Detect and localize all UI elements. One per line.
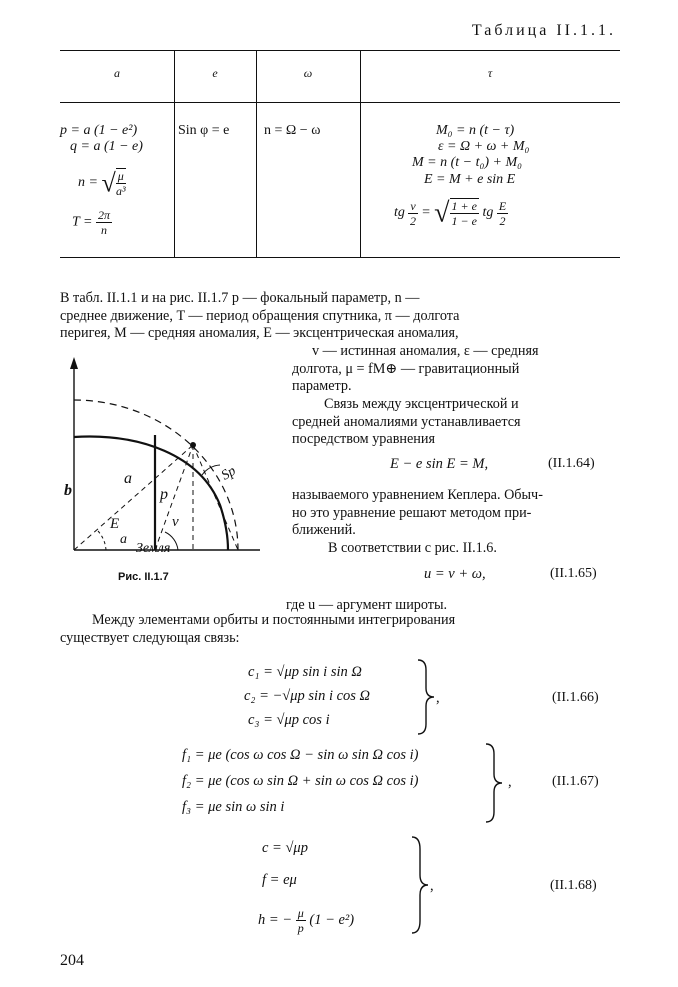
formula-q: q = a (1 − e) xyxy=(70,139,143,154)
2pi-over-n xyxy=(96,208,112,237)
E-num: E xyxy=(498,198,507,213)
equation-number: (II.1.68) xyxy=(550,878,597,893)
two-pi: 2π xyxy=(97,208,110,222)
header-a: a xyxy=(114,66,120,80)
n-den: n xyxy=(100,223,107,237)
paragraph-constants xyxy=(60,612,620,647)
text-line: называемого уравнением Кеплера. Обыч- xyxy=(292,487,543,503)
tg-right: tg xyxy=(482,205,494,221)
text-line: средней аномалиями устанавливается xyxy=(292,413,521,430)
paragraph-relation xyxy=(292,396,620,449)
sqrt-sign: √ xyxy=(101,168,116,198)
one-minus-e: 1 − e xyxy=(451,214,477,228)
equation-number: (II.1.66) xyxy=(552,690,599,705)
formula-eps: ε = Ω + ω + M₀ xyxy=(438,139,530,154)
equation-number: (II.1.65) xyxy=(550,566,597,581)
label-Sp: Sp xyxy=(218,463,239,484)
brace-icon xyxy=(416,658,438,736)
text-line: перигея, M — средняя аномалия, E — эксцентрическая аномалия, xyxy=(60,325,459,342)
equation-f: f = eμ xyxy=(262,872,297,888)
paragraph-latitude: где u — аргумент широты. xyxy=(286,597,448,613)
equation-line: f₃ = μe sin ω sin i xyxy=(182,799,285,815)
equals: = xyxy=(421,205,431,221)
table-header-rule xyxy=(60,102,620,103)
text-line: но это уравнение решают методом при- xyxy=(292,504,532,521)
equation-h xyxy=(258,906,354,935)
T-lhs: T = xyxy=(72,214,93,230)
header-tau: τ xyxy=(487,66,493,80)
comma: , xyxy=(430,878,434,894)
equation-u: u = v + ω, xyxy=(424,566,486,582)
formula-n xyxy=(78,168,126,198)
text-line: долгота, μ = fM⊕ — гравитационный xyxy=(292,360,520,377)
text-line: существует следующая связь: xyxy=(60,629,240,646)
header-omega: ω xyxy=(303,66,313,80)
equation-f-system xyxy=(182,742,418,820)
one-plus-e: 1 + e xyxy=(451,199,477,213)
paragraph-definitions xyxy=(60,290,620,343)
formula-tg xyxy=(394,198,508,228)
table-col-divider xyxy=(360,50,361,257)
text-line: v — истинная аномалия, ε — средняя xyxy=(312,343,539,359)
two-den: 2 xyxy=(410,213,417,228)
table-col-divider xyxy=(174,50,175,257)
label-a-axis: a xyxy=(120,532,127,547)
text-line: Связь между эксцентрической и xyxy=(324,396,519,412)
figure-caption: Рис. II.1.7 xyxy=(118,571,169,583)
ecc-ratio xyxy=(450,198,479,228)
orbit-figure xyxy=(60,355,280,570)
paragraph-kepler xyxy=(292,487,620,540)
paragraph-definitions-cont xyxy=(270,343,620,396)
mu-over-p xyxy=(296,906,306,935)
formula-M0: M₀ = n (t − τ) xyxy=(436,123,515,138)
text-line: ближений. xyxy=(292,522,356,539)
formula-pi: n = Ω − ω xyxy=(264,123,321,138)
comma: , xyxy=(508,774,512,790)
n-lhs: n = xyxy=(78,175,98,191)
h-lhs: h = − xyxy=(258,911,293,928)
equation-c: c = √μp xyxy=(262,840,308,856)
page-number: 204 xyxy=(60,952,84,969)
comma: , xyxy=(436,690,440,706)
text-line: В табл. II.1.1 и на рис. II.1.7 p — фокальный параметр, n — xyxy=(60,290,420,306)
formula-E: E = M + e sin E xyxy=(424,172,516,187)
text-line: Между элементами орбиты и постоянными интегрирования xyxy=(92,612,456,628)
equation-line: f₁ = μe (cos ω cos Ω − sin ω sin Ω cos i) xyxy=(182,747,419,763)
label-E: E xyxy=(110,516,120,532)
table-bottom-rule xyxy=(60,257,620,258)
table-col-divider xyxy=(256,50,257,257)
equation-line: c₃ = √μp cos i xyxy=(248,712,330,728)
header-e: e xyxy=(212,66,218,80)
formula-p: p = a (1 − e²) xyxy=(60,123,138,138)
sqrt-sign: √ xyxy=(434,197,450,229)
v-over-2 xyxy=(408,199,417,228)
a-cubed: a³ xyxy=(115,184,126,198)
mu-num: μ xyxy=(297,906,304,920)
equation-number: (II.1.64) xyxy=(548,456,595,471)
mu-over-a3 xyxy=(116,168,126,198)
label-a-inner: a xyxy=(124,470,132,487)
label-p: p xyxy=(160,486,168,503)
label-earth: Земля xyxy=(136,541,171,556)
formula-M: M = n (t − t₀) + M₀ xyxy=(412,155,523,170)
label-b: b xyxy=(64,482,72,499)
formula-T xyxy=(72,208,112,237)
text-line: посредством уравнения xyxy=(292,431,435,448)
formula-sin-phi: Sin φ = e xyxy=(178,123,230,138)
equation-c-system xyxy=(244,660,370,732)
equation-line: c₁ = √μp sin i sin Ω xyxy=(248,664,362,680)
brace-icon xyxy=(410,835,432,935)
elements-table xyxy=(60,50,620,258)
v-num: v xyxy=(410,198,416,213)
label-v: v xyxy=(172,514,179,530)
equation-kepler: E − e sin E = M, xyxy=(390,456,489,472)
equation-line: f₂ = μe (cos ω sin Ω + sin ω cos Ω cos i) xyxy=(182,773,419,789)
p-den: p xyxy=(297,921,304,935)
text-line: среднее движение, T — период обращения спутника, π — долгота xyxy=(60,307,460,324)
paragraph-accordance: В соответствии с рис. II.1.6. xyxy=(328,540,497,556)
table-top-rule xyxy=(60,50,620,51)
h-rhs: (1 − e²) xyxy=(309,911,355,928)
equation-number: (II.1.67) xyxy=(552,774,599,789)
mu: μ xyxy=(117,169,124,183)
brace-icon xyxy=(484,742,506,824)
two-den: 2 xyxy=(499,213,506,228)
tg-left: tg xyxy=(394,205,405,221)
equation-line: c₂ = −√μp sin i cos Ω xyxy=(244,688,371,704)
table-caption: Таблица II.1.1. xyxy=(471,22,616,39)
E-over-2 xyxy=(497,199,508,228)
text-line: параметр. xyxy=(292,378,352,395)
